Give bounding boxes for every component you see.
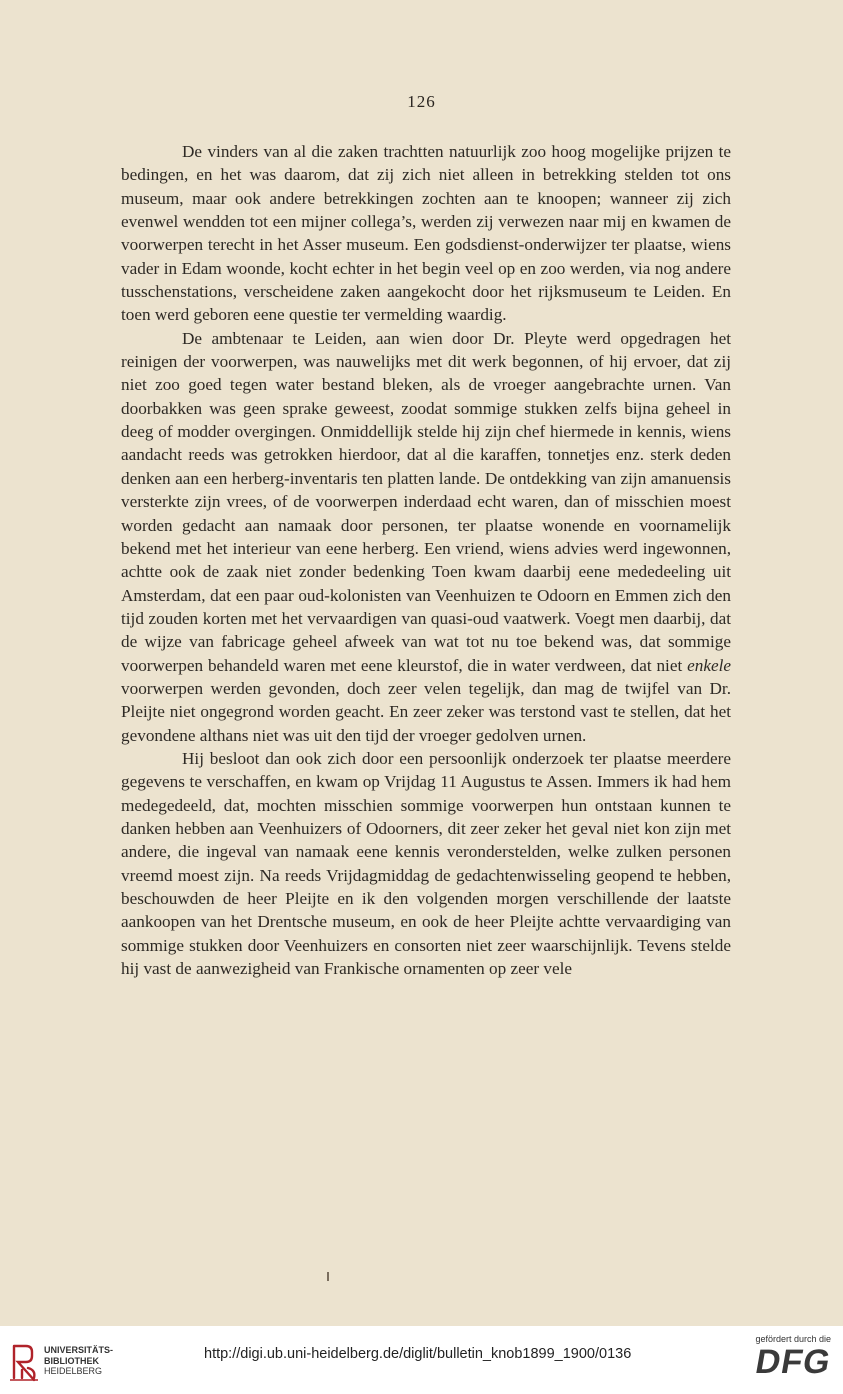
ink-speck bbox=[327, 1272, 329, 1281]
body-text bbox=[121, 140, 731, 980]
paragraph bbox=[121, 140, 731, 327]
library-logo-icon bbox=[8, 1340, 40, 1384]
italic-text: enkele bbox=[687, 655, 731, 675]
text-run: De ambtenaar te Leiden, aan wien door Dr. Pleyte werd opgedragen het reinigen der voorwerpen, was nauwelijks met dit werk begonnen, of hij ervoer, dat zij niet zoo goed tegen water bestand bleken, als de vroeger aangebrachte urnen. Van doorbakken was geen sprake geweest, zoodat sommige stukken zelfs bijna geheel in deeg of modder overgingen. Onmiddellijk stelde hij zijn chef hiermede in kennis, wiens aandacht reeds was getrokken hierdoor, dat al die karaffen, tonnetjes enz. sterk deden denken aan een herberg-inventaris ten platten lande. De ontdekking van zijn amanuensis versterkte zijn vrees, of de voorwerpen inderdaad echt waren, dan of misschien moest worden gedacht aan namaak door personen, ter plaatse wonende en voornamelijk bekend met het interieur van eene herberg. Een vriend, wiens advies werd ingewonnen, achtte ook de zaak niet zonder bedenking Toen kwam daarbij eene mededeeling uit Amsterdam, dat een paar oud-kolonisten van Veenhuizen te Odoorn en Emmen zich den tijd zouden korten met het vervaardigen van quasi-oud vaatwerk. Voegt men daarbij, dat de wijze van fabricage geheel afweek van wat tot nu toe bekend was, dat sommige voorwerpen behandeld waren met eene kleurstof, die in water verdween, dat niet bbox=[121, 328, 731, 675]
source-url-link[interactable]: http://digi.ub.uni-heidelberg.de/diglit/bulletin_knob1899_1900/0136 bbox=[204, 1346, 632, 1362]
library-logo-text bbox=[44, 1345, 113, 1377]
footer-bar bbox=[0, 1326, 843, 1394]
paragraph bbox=[121, 327, 731, 747]
paragraph bbox=[121, 747, 731, 980]
text-run: De vinders van al die zaken trachtten natuurlijk zoo hoog mogelijke prijzen te bedingen, en het was daarom, dat zij zich niet alleen in betrekking stelden tot ons museum, maar ook andere betrekkingen zochten aan te knoopen; wanneer zij zich evenwel wendden tot een mijner collega’s, werden zij verwezen naar mij en kwamen de voorwerpen terecht in het Asser museum. Een godsdienst-onderwijzer ter plaatse, wiens vader in Edam woonde, kocht echter in het begin veel op en zoo werden, via nog andere tusschenstations, verscheidene zaken aangekocht door het rijksmuseum te Leiden. En toen werd geboren eene questie ter vermelding waardig. bbox=[121, 142, 731, 325]
library-name-line3: HEIDELBERG bbox=[44, 1366, 103, 1376]
text-run: voorwerpen werden gevonden, doch zeer velen tegelijk, dan mag de twijfel van Dr. Pleijte niet ongegrond worden geacht. En zeer zeker was terstond vast te stellen, dat het gevondene althans niet was uit den tijd der vroeger gedolven urnen. bbox=[121, 678, 731, 745]
funding-caption: gefördert durch die bbox=[755, 1334, 831, 1344]
funder-block bbox=[741, 1334, 835, 1381]
library-name-line1: UNIVERSITÄTS- bbox=[44, 1345, 114, 1355]
text-run: Hij besloot dan ook zich door een persoonlijk onderzoek ter plaatse meerdere gegevens te verschaffen, en kwam op Vrijdag 11 Augustus te Assen. Immers ik had hem medegedeeld, dat, mochten misschien sommige voorwerpen hun ontstaan kunnen te danken hebben aan Veenhuizers of Odoorners, dit zeer zeker het geval niet kon zijn met andere, die ingeval van namaak eene kennis veronderstelden, welke zulken personen vreemd moest zijn. Na reeds Vrijdagmiddag de gedachtenwisseling geopend te hebben, beschouwden de heer Pleijte en ik den volgenden morgen verschillende der laatste aankoopen van het Drentsche museum, en ook de heer Pleijte achtte vervaardiging van sommige stukken door Veenhuizers en consorten niet zeer waarschijnlijk. Tevens stelde hij vast de aanwezigheid van Frankische ornamenten op zeer vele bbox=[121, 748, 731, 979]
page-number: 126 bbox=[407, 92, 436, 111]
dfg-logo: DFG bbox=[752, 1343, 835, 1381]
library-name-line2: BIBLIOTHEK bbox=[44, 1355, 99, 1366]
